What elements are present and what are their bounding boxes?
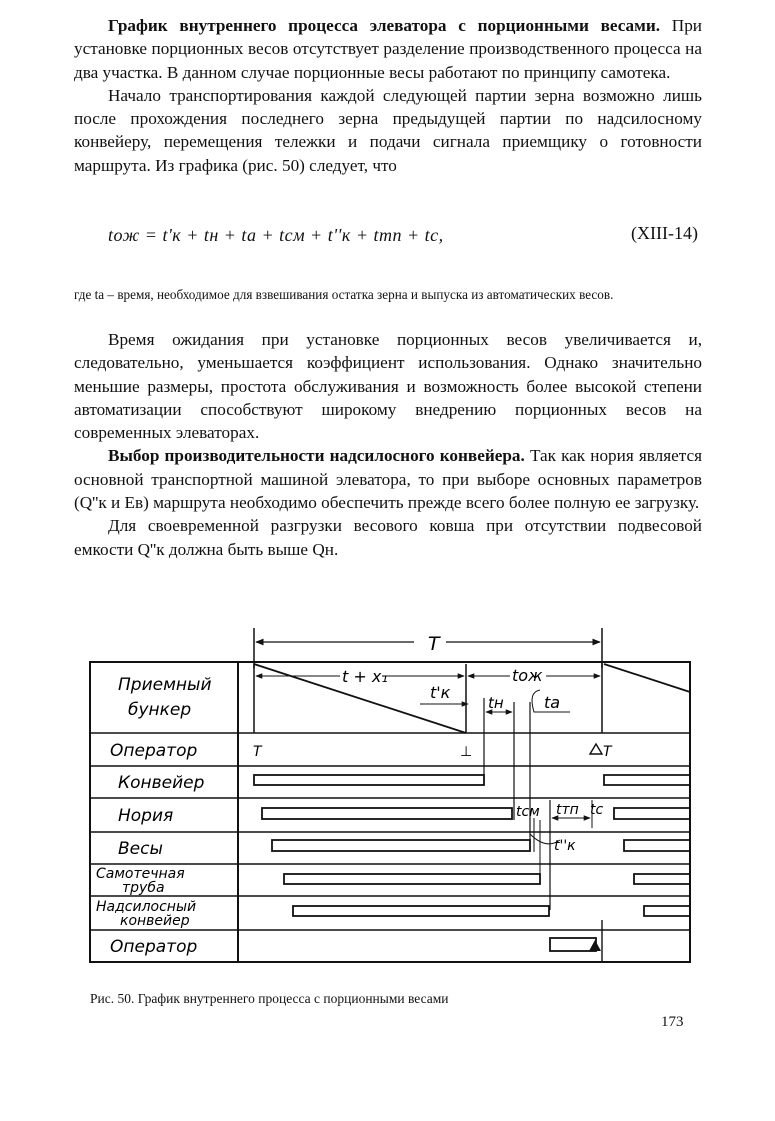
formula-note: где tа – время, необходимое для взвешивания остатка зерна и выпуска из автоматических весов. — [74, 287, 614, 302]
operator-signal-start: T — [253, 744, 262, 760]
t-c-label: tс — [590, 802, 604, 818]
t-n-label: tн — [488, 694, 504, 712]
process-timing-diagram — [0, 620, 775, 970]
row-label-overbin-2: конвейер — [120, 913, 190, 929]
main-text-2 — [74, 328, 702, 561]
paragraph-1 — [74, 14, 702, 84]
row-label-scales: Весы — [118, 839, 163, 859]
operator-2-bar — [550, 938, 596, 951]
row-label-chute-2: труба — [122, 880, 165, 896]
operator-2-marker — [589, 940, 601, 951]
row-label-chute-1: Самотечная — [96, 866, 185, 882]
formula-number: (XIII-14) — [631, 223, 698, 243]
row-label-elevator: Нория — [118, 806, 174, 826]
t-plus-x-label: t + x₁ — [342, 667, 388, 686]
paragraph-3: Время ожидания при установке порционных весов увеличивается и, следовательно, уменьшается коэффициент использования. Однако значительно меньшие размеры, простота обслуживания и возможность более высокой степени автоматизации способствуют широкому внедрению порционных весов на современных элеваторах. — [74, 330, 702, 443]
next-cycle-bars — [604, 775, 690, 916]
paragraph-4-body: Так как нория является основной транспортной машиной элеватора, то при выборе основных параметров (Q''к и Eв) маршрута необходимо обеспечить прежде всего более полную ее загрузку. — [74, 446, 703, 513]
overbin-bar — [293, 906, 549, 916]
formula — [74, 223, 702, 251]
conveyor-bar — [254, 775, 484, 785]
period-label: T — [428, 633, 440, 655]
paragraph-1-heading: График внутреннего процесса элеватора с порционными весами. — [108, 16, 661, 35]
page-number: 173 — [661, 1014, 684, 1030]
t-k-dprime-label: t''к — [554, 838, 576, 854]
paragraph-4-heading: Выбор производительности надсилосного конвейера. — [108, 446, 525, 466]
t-wait-label: tож — [512, 666, 543, 685]
t-k-prime-label: t'к — [430, 683, 451, 702]
operator-signal-end: T — [603, 744, 612, 760]
row-label-overbin-1: Надсилосный — [96, 899, 197, 915]
t-a-label: ta — [544, 693, 561, 712]
row-label-operator-2: Оператор — [110, 937, 198, 957]
paragraph-5: Для своевременной разгрузки весового ковша при отсутствии подвесовой емкости Q''к должна быть выше Qн. — [74, 516, 702, 559]
operator-signal-triangle — [590, 744, 602, 754]
row-label-operator: Оператор — [110, 741, 198, 761]
t-tp-label: tтп — [556, 802, 579, 818]
row-label-conveyor: Конвейер — [118, 773, 205, 793]
formula-expression: tож = t'к + tн + tа + tсм + t''к + tтп + tс, — [108, 225, 444, 245]
chute-bar — [284, 874, 540, 884]
scales-bar — [272, 840, 530, 851]
row-label-receiving-bin-1: Приемный — [118, 675, 212, 695]
main-text — [74, 14, 702, 177]
operator-signal-mid: ⊥ — [460, 744, 473, 760]
process-bars — [254, 775, 596, 951]
paragraph-2: Начало транспортирования каждой следующей партии зерна возможно лишь после прохождения последнего зерна предыдущей партии по надсилосному конвейеру, перемещения тележки и подачи сигнала приемщику о готовности маршрута. Из графика (рис. 50) следует, что — [74, 85, 702, 175]
figure-caption: Рис. 50. График внутреннего процесса с порционными весами — [90, 991, 449, 1006]
paragraph-1-body: При установке порционных весов отсутствует разделение производственного процесса на два участка. В данном случае порционные весы работают по принципу самотека. — [74, 16, 702, 82]
bin-refill-line — [604, 664, 690, 692]
row-label-receiving-bin-2: бункер — [128, 700, 192, 720]
t-sm-label: tсм — [516, 804, 540, 820]
elevator-bar — [262, 808, 512, 819]
paragraph-4 — [74, 444, 702, 514]
